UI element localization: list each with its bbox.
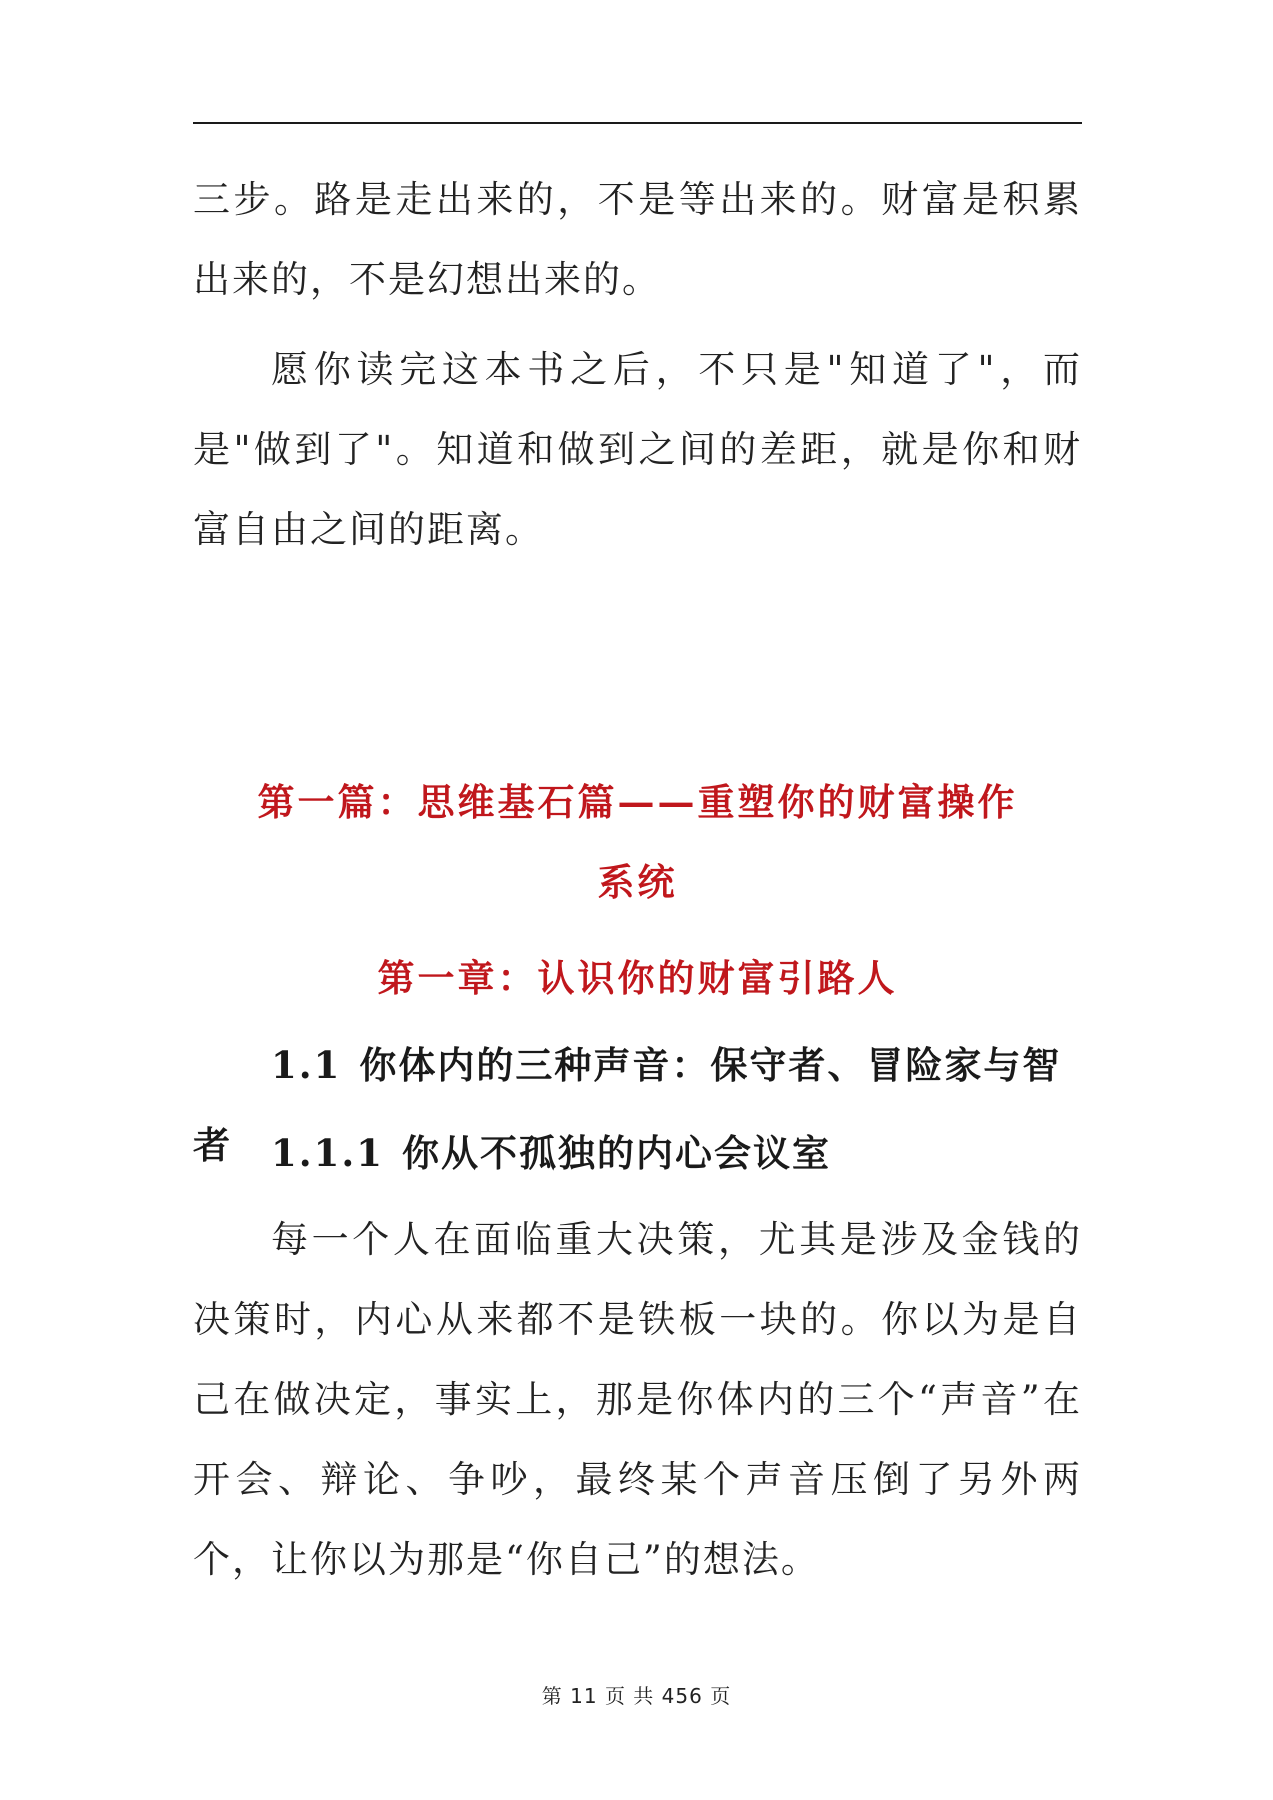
wish-paragraph: 愿你读完这本书之后，不只是"知道了"，而是"做到了"。知道和做到之间的差距，就是你和财富自由之间的距离。	[193, 348, 1082, 551]
subsection-number: 1.1.1	[271, 1131, 384, 1175]
header-rule	[193, 122, 1082, 124]
part-heading: 第一篇：思维基石篇——重塑你的财富操作系统	[257, 780, 1018, 904]
body-paragraph: 每一个人在面临重大决策，尤其是涉及金钱的决策时，内心从来都不是铁板一块的。你以为是自己在做决定，事实上，那是你体内的三个“声音”在开会、辩论、争吵，最终某个声音压倒了另外两个，让你以为那是“你自己”的想法。	[193, 1218, 1082, 1581]
subsection-heading	[193, 1113, 1082, 1193]
page-footer: 第 11 页 共 456 页	[541, 1684, 732, 1708]
section-title: 你体内的三种声音：保守者、冒险家与智者	[193, 1043, 1062, 1167]
chapter-heading: 第一章：认识你的财富引路人	[377, 956, 898, 1000]
continued-paragraph: 三步。路是走出来的，不是等出来的。财富是积累出来的，不是幻想出来的。	[193, 178, 1082, 301]
subsection-title: 你从不孤独的内心会议室	[402, 1131, 831, 1175]
section-number: 1.1	[271, 1043, 342, 1087]
